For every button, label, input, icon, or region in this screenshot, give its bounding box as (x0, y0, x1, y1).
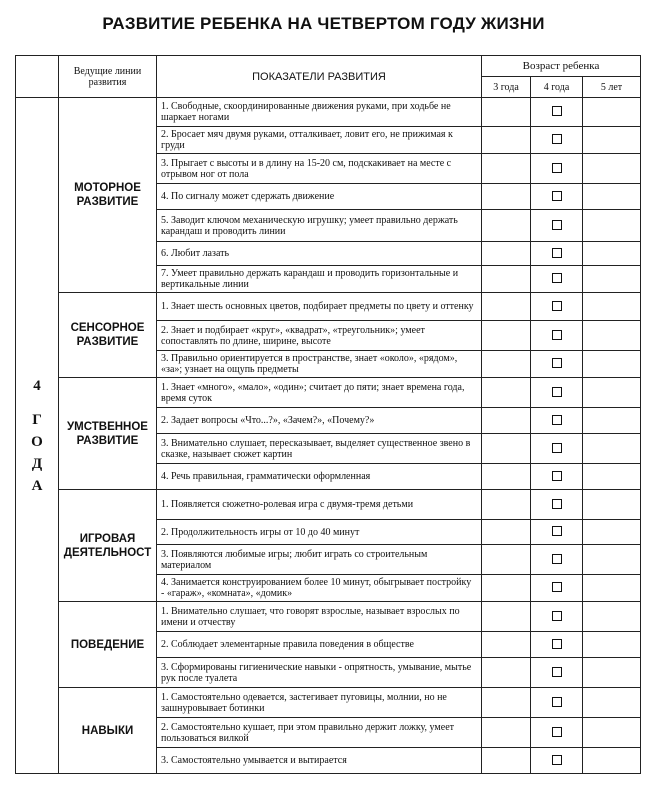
age-5-cell (583, 748, 641, 774)
header-age-5: 5 лет (583, 77, 641, 98)
header-indicators: ПОКАЗАТЕЛИ РАЗВИТИЯ (157, 56, 482, 98)
indicator-text: 3. Правильно ориентируется в пространстве, знает «около», «рядом», «за»; узнает на ощупь предметы (157, 351, 482, 378)
age-4-cell (531, 127, 583, 154)
age-3-cell (482, 184, 531, 210)
age-5-cell (583, 351, 641, 378)
category-label: ПОВЕДЕНИЕ (59, 602, 157, 688)
age-4-cell (531, 98, 583, 127)
age-3-cell (482, 520, 531, 545)
page-title: РАЗВИТИЕ РЕБЕНКА НА ЧЕТВЕРТОМ ГОДУ ЖИЗНИ (102, 14, 545, 33)
checkbox[interactable] (552, 415, 562, 425)
age-3-cell (482, 490, 531, 520)
checkbox[interactable] (552, 134, 562, 144)
age-3-cell (482, 127, 531, 154)
indicator-text: 2. Задает вопросы «Что...?», «Зачем?», «Почему?» (157, 408, 482, 434)
checkbox[interactable] (552, 499, 562, 509)
category-label: ИГРОВАЯ ДЕЯТЕЛЬНОСТ (59, 490, 157, 602)
indicator-text: 2. Самостоятельно кушает, при этом правильно держит ложку, умеет пользоваться вилкой (157, 718, 482, 748)
age-5-cell (583, 378, 641, 408)
age-label-char: Г (32, 411, 42, 428)
age-4-cell (531, 321, 583, 351)
checkbox[interactable] (552, 471, 562, 481)
age-3-cell (482, 98, 531, 127)
age-5-cell (583, 266, 641, 293)
age-4-cell (531, 242, 583, 266)
age-3-cell (482, 658, 531, 688)
indicator-text: 1. Свободные, скоординированные движения руками, при ходьбе не шаркает ногами (157, 98, 482, 127)
age-4-cell (531, 378, 583, 408)
checkbox[interactable] (552, 697, 562, 707)
age-4-cell (531, 210, 583, 242)
age-3-cell (482, 378, 531, 408)
age-4-cell (531, 154, 583, 184)
indicator-text: 1. Знает «много», «мало», «один»; считает до пяти; знает времена года, время суток (157, 378, 482, 408)
indicator-text: 5. Заводит ключом механическую игрушку; умеет правильно держать карандаш и проводить линии (157, 210, 482, 242)
checkbox[interactable] (552, 554, 562, 564)
age-label-char: Д (31, 455, 43, 472)
indicator-text: 2. Знает и подбирает «круг», «квадрат», «треугольник»; умеет сопоставлять по длине, ширине, высоте (157, 321, 482, 351)
indicator-text: 2. Продолжительность игры от 10 до 40 минут (157, 520, 482, 545)
checkbox[interactable] (552, 727, 562, 737)
age-5-cell (583, 490, 641, 520)
indicator-text: 1. Самостоятельно одевается, застегивает пуговицы, молнии, но не зашнуровывает ботинки (157, 688, 482, 718)
age-5-cell (583, 575, 641, 602)
age-5-cell (583, 321, 641, 351)
age-5-cell (583, 98, 641, 127)
checkbox[interactable] (552, 639, 562, 649)
age-5-cell (583, 242, 641, 266)
checkbox[interactable] (552, 301, 562, 311)
header-age-group: Возраст ребенка (482, 56, 641, 77)
age-4-cell (531, 575, 583, 602)
age-5-cell (583, 718, 641, 748)
age-5-cell (583, 464, 641, 490)
age-3-cell (482, 748, 531, 774)
age-4-cell (531, 545, 583, 575)
age-3-cell (482, 210, 531, 242)
header-age-4: 4 года (531, 77, 583, 98)
indicator-row (16, 378, 641, 408)
age-4-cell (531, 434, 583, 464)
checkbox[interactable] (552, 582, 562, 592)
age-5-cell (583, 520, 641, 545)
age-label (16, 98, 59, 774)
age-4-cell (531, 293, 583, 321)
age-4-cell (531, 520, 583, 545)
age-5-cell (583, 408, 641, 434)
age-label-char: 4 (33, 377, 41, 394)
age-3-cell (482, 464, 531, 490)
age-4-cell (531, 266, 583, 293)
indicator-text: 1. Внимательно слушает, что говорят взрослые, называет взрослых по имени и отчеству (157, 602, 482, 632)
age-3-cell (482, 408, 531, 434)
checkbox[interactable] (552, 220, 562, 230)
age-5-cell (583, 293, 641, 321)
development-table (15, 55, 641, 774)
indicator-text: 3. Сформированы гигиенические навыки - опрятность, умывание, мытье рук после туалета (157, 658, 482, 688)
age-3-cell (482, 545, 531, 575)
age-5-cell (583, 545, 641, 575)
checkbox[interactable] (552, 273, 562, 283)
age-4-cell (531, 490, 583, 520)
checkbox[interactable] (552, 330, 562, 340)
header-age-3: 3 года (482, 77, 531, 98)
indicator-row (16, 98, 641, 127)
indicator-row (16, 490, 641, 520)
age-3-cell (482, 575, 531, 602)
age-4-cell (531, 658, 583, 688)
checkbox[interactable] (552, 611, 562, 621)
age-label-char: А (31, 477, 43, 494)
age-3-cell (482, 293, 531, 321)
age-4-cell (531, 748, 583, 774)
age-4-cell (531, 602, 583, 632)
age-4-cell (531, 408, 583, 434)
checkbox[interactable] (552, 106, 562, 116)
checkbox[interactable] (552, 163, 562, 173)
age-label-char: О (31, 433, 43, 450)
indicator-text: 2. Бросает мяч двумя руками, отталкивает, ловит его, не прижимая к груди (157, 127, 482, 154)
age-5-cell (583, 658, 641, 688)
age-4-cell (531, 688, 583, 718)
age-5-cell (583, 210, 641, 242)
age-4-cell (531, 718, 583, 748)
age-3-cell (482, 602, 531, 632)
category-label: СЕНСОРНОЕ РАЗВИТИЕ (59, 293, 157, 378)
age-3-cell (482, 632, 531, 658)
indicator-text: 3. Самостоятельно умывается и вытирается (157, 748, 482, 774)
category-label: МОТОРНОЕ РАЗВИТИЕ (59, 98, 157, 293)
age-5-cell (583, 434, 641, 464)
age-3-cell (482, 154, 531, 184)
indicator-row (16, 293, 641, 321)
checkbox[interactable] (552, 667, 562, 677)
age-5-cell (583, 688, 641, 718)
checkbox[interactable] (552, 526, 562, 536)
indicator-text: 2. Соблюдает элементарные правила поведения в обществе (157, 632, 482, 658)
indicator-row (16, 688, 641, 718)
corner-cell (16, 56, 59, 98)
age-5-cell (583, 154, 641, 184)
checkbox[interactable] (552, 248, 562, 258)
header-lines: Ведущие линии развития (59, 56, 157, 98)
age-4-cell (531, 351, 583, 378)
age-3-cell (482, 321, 531, 351)
indicator-text: 1. Знает шесть основных цветов, подбирает предметы по цвету и оттенку (157, 293, 482, 321)
age-3-cell (482, 351, 531, 378)
indicator-text: 4. Занимается конструированием более 10 минут, обыгрывает постройку - «гараж», «комната», «домик» (157, 575, 482, 602)
indicator-text: 3. Появляются любимые игры; любит играть со строительным материалом (157, 545, 482, 575)
age-3-cell (482, 688, 531, 718)
indicator-text: 6. Любит лазать (157, 242, 482, 266)
indicator-row (16, 602, 641, 632)
checkbox[interactable] (552, 443, 562, 453)
category-label: НАВЫКИ (59, 688, 157, 774)
checkbox[interactable] (552, 755, 562, 765)
age-5-cell (583, 602, 641, 632)
age-3-cell (482, 242, 531, 266)
checkbox[interactable] (552, 191, 562, 201)
age-4-cell (531, 632, 583, 658)
checkbox[interactable] (552, 358, 562, 368)
age-4-cell (531, 464, 583, 490)
age-5-cell (583, 184, 641, 210)
indicator-text: 4. По сигналу может сдержать движение (157, 184, 482, 210)
age-4-cell (531, 184, 583, 210)
indicator-text: 4. Речь правильная, грамматически оформленная (157, 464, 482, 490)
age-5-cell (583, 632, 641, 658)
category-label: УМСТВЕННОЕ РАЗВИТИЕ (59, 378, 157, 490)
age-3-cell (482, 434, 531, 464)
indicator-text: 3. Прыгает с высоты и в длину на 15-20 см, подскакивает на месте с отрывом ног от пола (157, 154, 482, 184)
checkbox[interactable] (552, 387, 562, 397)
age-5-cell (583, 127, 641, 154)
indicator-text: 3. Внимательно слушает, пересказывает, выделяет существенное звено в сказке, называет сюжет картин (157, 434, 482, 464)
indicator-text: 1. Появляется сюжетно-ролевая игра с двумя-тремя детьми (157, 490, 482, 520)
age-3-cell (482, 266, 531, 293)
age-3-cell (482, 718, 531, 748)
indicator-text: 7. Умеет правильно держать карандаш и проводить горизонтальные и вертикальные линии (157, 266, 482, 293)
